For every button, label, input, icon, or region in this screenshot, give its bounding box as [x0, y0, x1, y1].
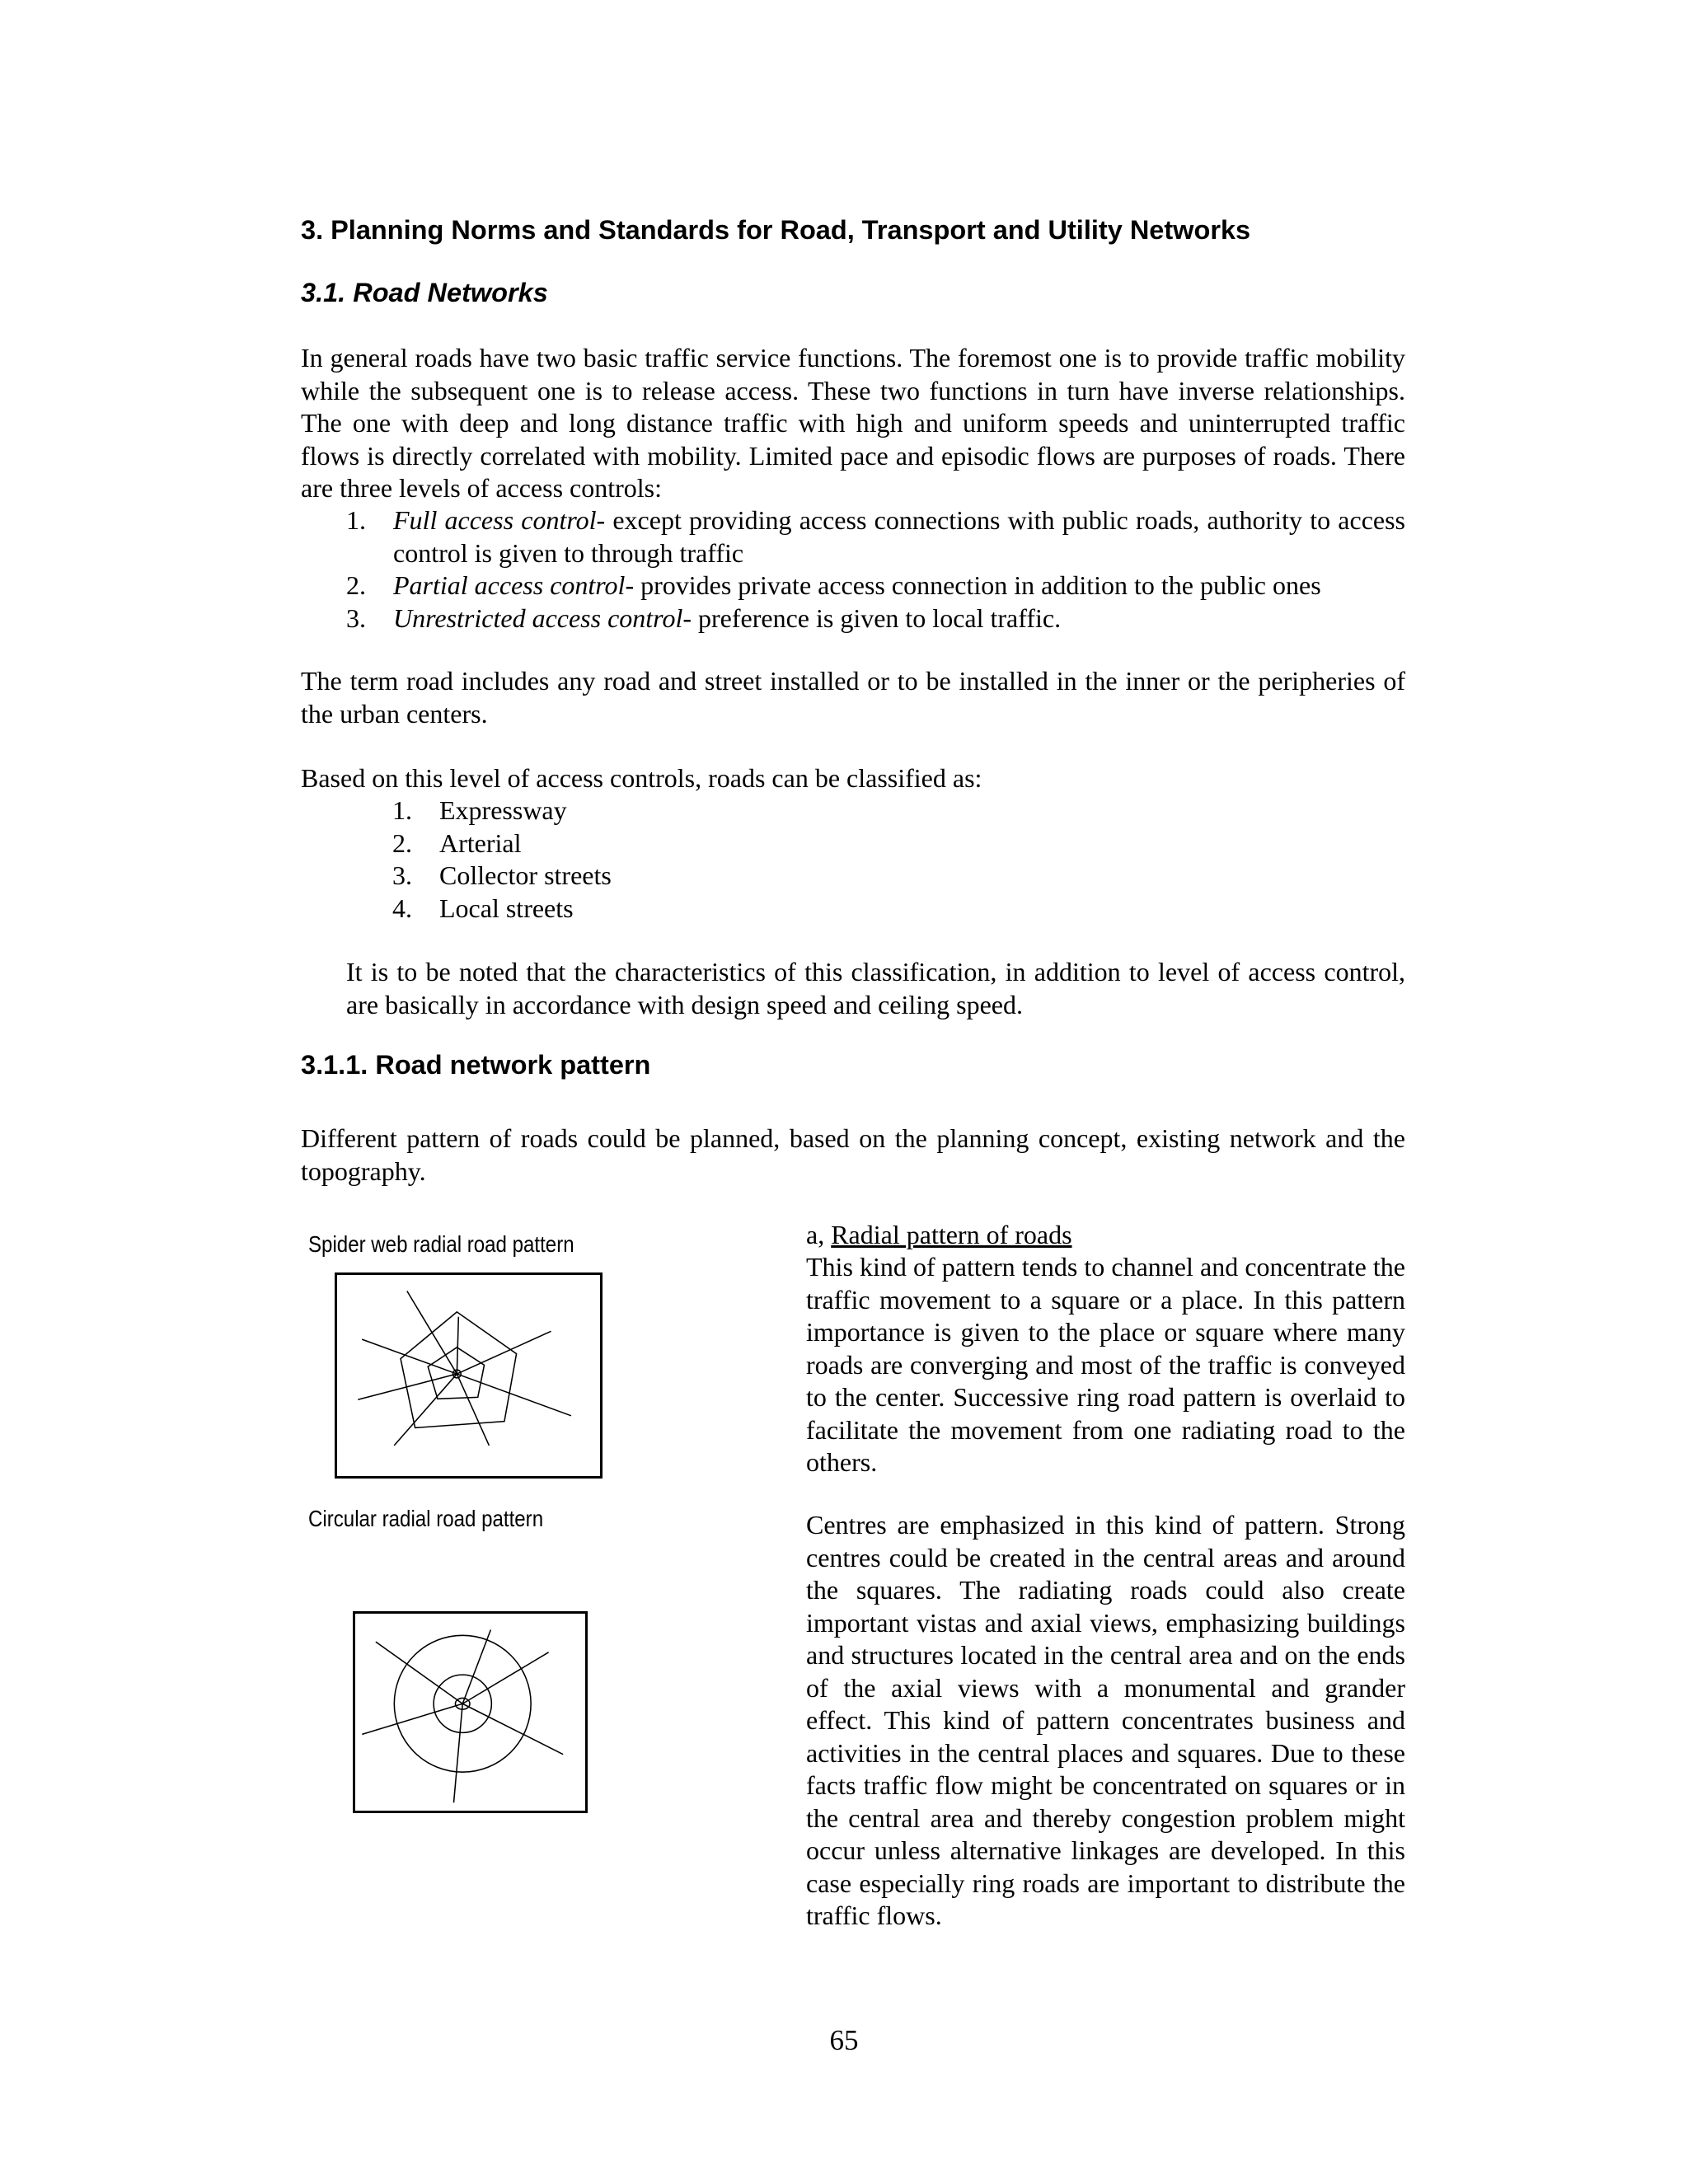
list-item [392, 860, 887, 893]
classification-list [392, 794, 887, 925]
intro-paragraph: In general roads have two basic traffic service functions. The foremost one is to provide traffic mobility while the subsequent one is to release access. These two functions in turn have inverse relationships. The one with deep and long distance traffic with high and uniform speeds and uninterrupted traffic flows is directly correlated with mobility. Limited pace and episodic flows are purposes of roads. There are three levels of access controls: [301, 343, 1405, 503]
spider-web-caption: Spider web radial road pattern [308, 1231, 574, 1257]
list-item [392, 794, 887, 827]
access-control-list [346, 504, 1405, 635]
list-description: - except providing access connections with public roads, authority to access control is given to through traffic [393, 505, 1406, 568]
circular-radial-diagram [355, 1614, 585, 1811]
radial-pattern-title-line [806, 1219, 1405, 1252]
list-term: Partial access control [393, 570, 626, 600]
radial-pattern-paragraph-1: This kind of pattern tends to channel and concentrate the traffic movement to a square or a place. In this pattern importance is given to the place or square where many roads are converging and most of the traffic is conveyed to the center. Successive ring road pattern is overlaid to facilitate the movement from one radiating road to the others. [806, 1252, 1405, 1477]
subsubsection-heading: 3.1.1. Road network pattern [301, 1050, 651, 1080]
list-number: 3. [346, 602, 366, 633]
list-description: - preference is given to local traffic. [682, 602, 1062, 633]
list-number: 3. [392, 860, 412, 890]
list-number: 4. [392, 893, 412, 923]
list-item-text: Expressway [439, 795, 567, 825]
list-item-text [393, 602, 1405, 635]
list-term: Unrestricted access control [393, 602, 683, 633]
list-number: 2. [346, 570, 366, 600]
list-item-text [393, 569, 1405, 602]
circular-radial-figure [353, 1611, 588, 1813]
term-paragraph: The term road includes any road and street installed or to be installed in the inner or the peripheries of the urban centers. [301, 666, 1405, 729]
radial-pattern-prefix: a, [806, 1220, 832, 1249]
list-number: 2. [392, 827, 412, 858]
list-term: Full access control [393, 505, 597, 535]
spider-web-diagram [337, 1275, 600, 1476]
note-paragraph: It is to be noted that the characteristics of this classification, in addition to level of access control, are basically in accordance with design speed and ceiling speed. [346, 957, 1405, 1019]
radial-pattern-title: Radial pattern of roads [831, 1220, 1072, 1249]
list-item-text: Local streets [439, 893, 574, 923]
list-item-text: Arterial [439, 827, 522, 858]
circular-radial-caption: Circular radial road pattern [308, 1506, 544, 1531]
radial-pattern-paragraph-2: Centres are emphasized in this kind of pattern. Strong centres could be created in the central areas and around the squares. The radiating roads could also create important vistas and axial views, emphasizing buildings and structures located in the central area and on the ends of the axial views with a monumental and grander effect. This kind of pattern concentrates business and activities in the central places and squares. Due to these facts traffic flow might be concentrated on squares or in the central area and thereby congestion problem might occur unless alternative linkages are developed. In this case especially ring roads are important to distribute the traffic flows. [806, 1510, 1405, 1930]
pattern-paragraph: Different pattern of roads could be planned, based on the planning concept, existing network and the topography. [301, 1123, 1405, 1186]
list-item-text [393, 504, 1405, 569]
list-number: 1. [346, 505, 366, 535]
list-item [392, 893, 887, 926]
list-item [392, 827, 887, 860]
list-item [346, 504, 1405, 569]
page-number: 65 [829, 2024, 859, 2056]
subsection-heading: 3.1. Road Networks [301, 278, 548, 307]
list-number: 1. [392, 795, 412, 825]
spider-web-figure [335, 1272, 603, 1479]
section-heading: 3. Planning Norms and Standards for Road, Transport and Utility Networks [301, 215, 1251, 245]
classification-intro: Based on this level of access controls, roads can be classified as: [301, 763, 982, 793]
list-description: - provides private access connection in addition to the public ones [625, 570, 1321, 600]
list-item [346, 602, 1405, 635]
list-item-text: Collector streets [439, 860, 612, 890]
list-item [346, 569, 1405, 602]
